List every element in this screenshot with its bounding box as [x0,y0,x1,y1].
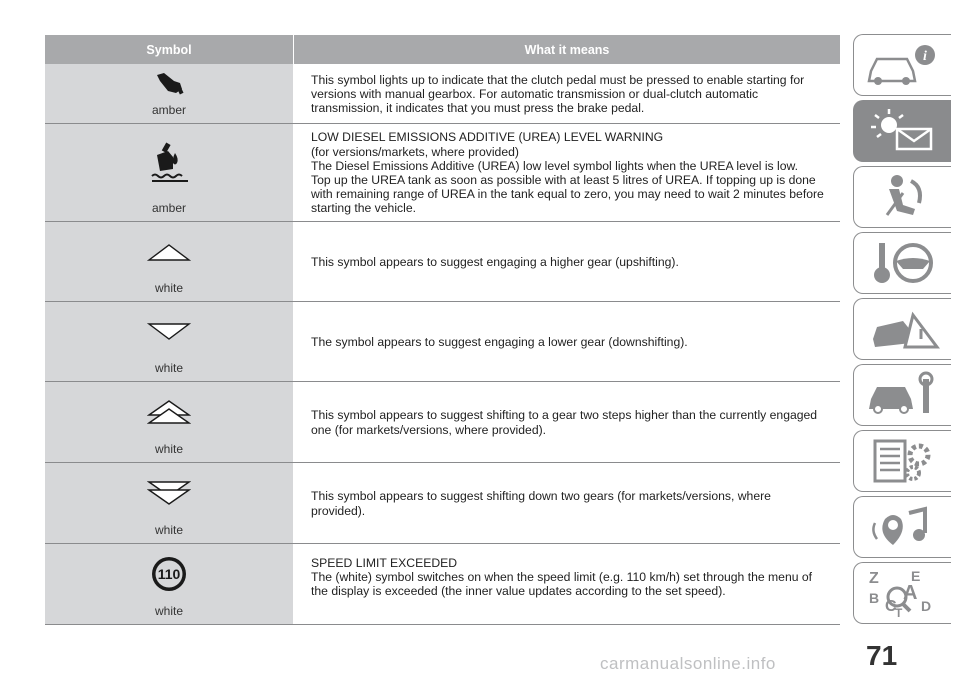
meaning-text: The Diesel Emissions Additive (UREA) low level symbol lights when the UREA level is low. [311,158,799,173]
table-row [45,544,840,625]
urea-level-icon [148,141,190,185]
table-row [45,463,840,544]
index-search-icon [863,567,943,619]
symbol-cell [45,544,293,624]
table-header [45,35,840,64]
index-letter: A [902,582,917,604]
meaning-cell [293,302,840,381]
speed-limit-icon [150,555,188,593]
svg-text:i: i [922,49,927,64]
car-info-icon [863,41,943,89]
chapter-sidebar [853,34,953,628]
gear-up-icon [147,242,191,262]
meaning-text: LOW DIESEL EMISSIONS ADDITIVE (UREA) LEVEL WARNING [311,130,664,145]
table-row [45,124,840,222]
index-letter: D [920,598,931,614]
car-maintenance-icon [863,371,943,419]
page-number: 71 [866,640,898,671]
tab-technical-data[interactable] [853,430,951,492]
meaning-cell [293,64,840,123]
table-row [45,64,840,124]
symbol-cell [45,222,293,301]
meaning-text: This symbol appears to suggest shifting to a gear two steps higher than the currently engaged one (for markets/versions, where provided). [311,408,821,437]
symbol-color-label: amber [151,201,186,215]
meaning-cell [293,544,840,624]
multimedia-icon [863,503,943,551]
symbol-cell [45,124,293,221]
meaning-text: This symbol appears to suggest engaging a higher gear (upshifting). [311,254,679,269]
symbol-cell [45,302,293,381]
clutch-pedal-icon [154,69,184,99]
symbol-cell [45,382,293,462]
car-breakdown-icon [863,305,943,353]
tab-multimedia[interactable] [853,496,951,558]
meaning-cell [293,222,840,301]
symbol-color-label: white [154,523,183,537]
warning-light-message-icon [863,107,943,155]
meaning-text: The symbol appears to suggest engaging a lower gear (downshifting). [311,334,688,349]
tab-warning-lights[interactable] [853,100,951,162]
warning-lights-table [45,35,840,625]
header-meaning: What it means [293,35,840,64]
symbol-color-label: amber [151,103,186,117]
key-steering-wheel-icon [863,239,943,287]
index-letter: T [894,606,902,619]
symbol-color-label: white [154,361,183,375]
speed-limit-value: 110 [157,566,181,582]
symbol-color-label: white [154,281,183,295]
tab-maintenance[interactable] [853,364,951,426]
meaning-text: (for versions/markets, where provided) [311,144,519,159]
meaning-cell [293,124,840,221]
meaning-text: Top up the UREA tank as soon as possible with at least 5 litres of UREA. If topping up is done with remaining range of UREA in the tank equal to zero, you may need to wait 2 minutes before starting the vehicle. [311,173,828,216]
index-letter: Z [868,570,879,587]
symbol-cell [45,64,293,123]
meaning-text: The (white) symbol switches on when the speed limit (e.g. 110 km/h) set through the menu of the display is exceeded (the inner value updates according to the set speed). [311,570,816,599]
index-letter: E [910,568,920,584]
meaning-text: This symbol lights up to indicate that the clutch pedal must be pressed to enable starting for versions with manual gearbox. For automatic transmission or dual-clutch automatic transmission, it indicates that you must press the brake pedal. [311,72,808,116]
double-gear-up-icon [147,399,191,425]
tab-safety[interactable] [853,166,951,228]
table-row [45,222,840,302]
symbol-color-label: white [154,604,183,618]
double-gear-down-icon [147,480,191,506]
table-row [45,302,840,382]
symbol-cell [45,463,293,543]
tab-index[interactable] [853,562,951,624]
tab-starting-driving[interactable] [853,232,951,294]
seat-airbag-icon [863,173,943,221]
gear-down-icon [147,322,191,342]
technical-data-icon [863,437,943,485]
tab-car-info[interactable] [853,34,951,96]
watermark: carmanualsonline.info [600,654,776,673]
meaning-text: SPEED LIMIT EXCEEDED [311,556,458,570]
table-row [45,382,840,463]
symbol-color-label: white [154,442,183,456]
meaning-text: This symbol appears to suggest shifting down two gears (for markets/versions, where provided). [311,489,775,518]
meaning-cell [293,382,840,462]
index-letter: B [868,590,879,606]
meaning-cell [293,463,840,543]
header-symbol: Symbol [146,42,192,57]
index-letter: C [884,598,897,615]
tab-emergency[interactable] [853,298,951,360]
